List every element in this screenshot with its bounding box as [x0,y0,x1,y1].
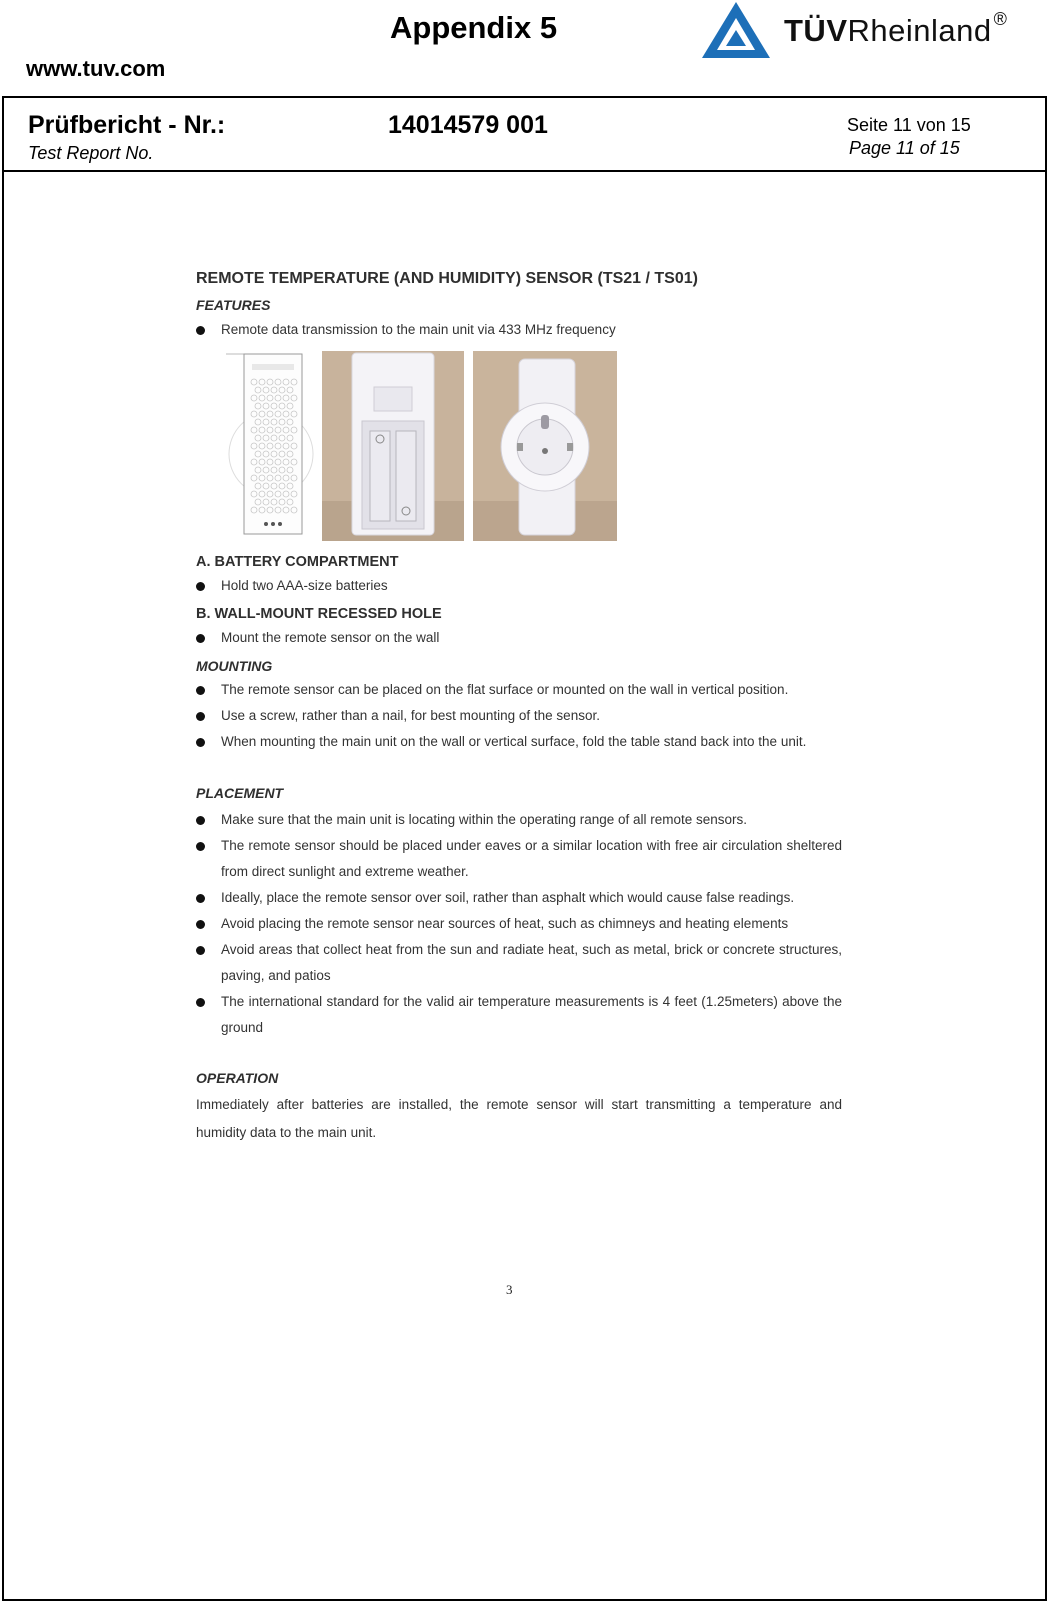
list-item: Ideally, place the remote sensor over soil, rather than asphalt which would cause false readings. [196,885,842,911]
report-number: 14014579 001 [388,111,548,139]
report-label: Prüfbericht - Nr.: [28,111,226,139]
triangle-logo-icon [700,0,772,62]
list-item: Mount the remote sensor on the wall [196,625,842,651]
document-title: REMOTE TEMPERATURE (AND HUMIDITY) SENSOR (TS21 / TS01) [196,270,698,287]
sensor-back-wall-mount-photo [473,351,617,541]
logo-text-regular: Rheinland [847,13,992,48]
list-item: Use a screw, rather than a nail, for best mounting of the sensor. [196,703,842,729]
wall-mount-heading: B. WALL-MOUNT RECESSED HOLE [196,606,442,622]
page-indicator-de: Seite 11 von 15 [847,115,971,135]
bullet-icon [196,920,205,929]
bullet-icon [196,712,205,721]
operation-text: Immediately after batteries are installed, the remote sensor will start transmitting a temperature and humidity data to the main unit. [196,1097,842,1140]
list-item: Remote data transmission to the main unit via 433 MHz frequency [196,317,842,343]
list-item: The international standard for the valid air temperature measurements is 4 feet (1.25meters) above the ground [196,989,842,1041]
list-item: When mounting the main unit on the wall or vertical surface, fold the table stand back into the unit. [196,729,842,755]
report-label-en: Test Report No. [28,143,154,163]
logo-registered-mark: ® [993,9,1008,29]
page-indicator-en: Page 11 of 15 [849,138,960,158]
sensor-battery-compartment-photo [322,351,464,541]
operation-heading: OPERATION [196,1070,279,1086]
bullet-icon [196,634,205,643]
list-item: Hold two AAA-size batteries [196,573,842,599]
bullet-icon [196,946,205,955]
bullet-icon [196,998,205,1007]
bullet-icon [196,686,205,695]
list-item: The remote sensor should be placed under eaves or a similar location with free air circulation sheltered from direct sunlight and extreme weather. [196,833,842,885]
bullet-icon [196,582,205,591]
logo-text-bold: TÜV [784,13,848,48]
bullet-icon [196,842,205,851]
bullet-icon [196,816,205,825]
list-item: Avoid placing the remote sensor near sources of heat, such as chimneys and heating elements [196,911,842,937]
header-divider [2,170,1047,172]
placement-heading: PLACEMENT [196,785,284,801]
appendix-title: Appendix 5 [390,10,558,45]
bullet-icon [196,326,205,335]
list-item: Make sure that the main unit is locating within the operating range of all remote sensors. [196,807,842,833]
list-item: The remote sensor can be placed on the flat surface or mounted on the wall in vertical position. [196,677,842,703]
bullet-icon [196,894,205,903]
bullet-icon [196,738,205,747]
sensor-front-photo [226,352,316,536]
page-number: 3 [506,1282,513,1297]
site-url: www.tuv.com [26,56,166,81]
tuv-logo [700,0,1030,62]
list-item: Avoid areas that collect heat from the sun and radiate heat, such as metal, brick or concrete structures, paving, and patios [196,937,842,989]
battery-compartment-heading: A. BATTERY COMPARTMENT [196,554,399,570]
mounting-heading: MOUNTING [196,658,273,674]
features-heading: FEATURES [196,297,271,313]
logo-wordmark [784,9,1008,49]
